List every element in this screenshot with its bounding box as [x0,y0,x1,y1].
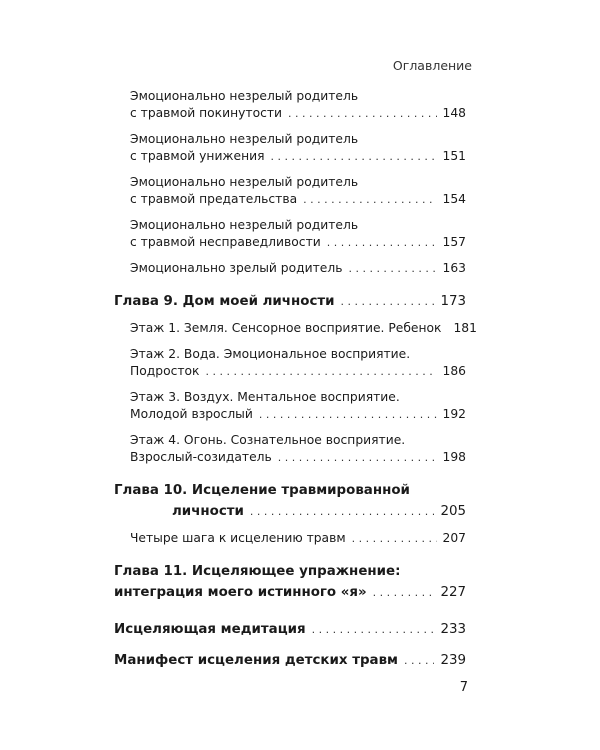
toc-chapter-title-line2: личности [172,504,244,519]
toc-entry-page: 186 [442,364,466,378]
toc-chapter-title: Исцеляющая медитация [114,622,306,637]
toc-entry-humiliation[interactable] [114,131,466,165]
toc-entry-title-line2: Молодой взрослый [130,407,253,421]
toc-entry-page: 148 [442,106,466,120]
toc-healing-manifesto[interactable] [114,650,466,671]
toc-entry-page: 239 [440,653,466,668]
leader-dots [327,234,437,251]
toc-entry-title-line1: Этаж 4. Огонь. Сознательное восприятие. [130,433,406,447]
leader-dots [373,582,435,603]
toc-chapter-title-line1: Глава 11. Исцеляющее упражнение: [114,564,401,579]
toc-entry-page: 198 [442,450,466,464]
toc-entry-floor-3[interactable] [114,389,466,423]
leader-dots [348,260,436,277]
toc-entry-title: Этаж 1. Земля. Сенсорное восприятие. Ребенок [130,321,442,335]
page-number: 7 [459,680,468,695]
toc-entry-title-line2: Взрослый-созидатель [130,450,272,464]
leader-dots [205,363,436,380]
leader-dots [271,148,437,165]
leader-dots [312,619,435,640]
leader-dots [250,501,435,522]
running-head: Оглавление [392,58,472,73]
toc-chapter-title: Глава 9. Дом моей личности [114,294,335,309]
toc-entry-page: 227 [440,585,466,600]
toc-entry-title-line1: Эмоционально незрелый родитель [130,218,359,232]
toc-chapter-11[interactable] [114,561,466,603]
toc-entry-page: 192 [442,407,466,421]
toc-entry-mature-parent[interactable] [114,260,466,277]
leader-dots [259,406,437,423]
toc-chapter-title-line2: интеграция моего истинного «я» [114,585,367,600]
toc-entry-title-line2: с травмой унижения [130,149,265,163]
toc-entry-page: 233 [440,622,466,637]
table-of-contents [114,88,477,679]
toc-entry-page: 207 [442,531,466,545]
toc-entry-floor-4[interactable] [114,432,466,466]
toc-entry-page: 157 [442,235,466,249]
leader-dots [278,449,437,466]
toc-entry-title-line1: Эмоционально незрелый родитель [130,175,359,189]
toc-chapter-10[interactable] [114,480,466,522]
leader-dots [303,191,436,208]
leader-dots [341,291,435,312]
toc-entry-title-line2: Подросток [130,364,200,378]
leader-dots [288,105,436,122]
toc-entry-title-line2: с травмой несправедливости [130,235,321,249]
toc-entry-title-line1: Этаж 2. Вода. Эмоциональное восприятие. [130,347,411,361]
toc-entry-title: Четыре шага к исцелению травм [130,531,346,545]
toc-healing-meditation[interactable] [114,619,466,640]
toc-chapter-title-line1: Глава 10. Исцеление травмированной [114,483,410,498]
toc-entry-title: Эмоционально зрелый родитель [130,261,343,275]
toc-entry-betrayal[interactable] [114,174,466,208]
toc-entry-title-line1: Этаж 3. Воздух. Ментальное восприятие. [130,390,400,404]
toc-entry-page: 151 [442,149,466,163]
leader-dots [404,650,434,671]
toc-entry-four-steps[interactable] [114,530,466,547]
toc-chapter-title: Манифест исцеления детских травм [114,653,399,668]
toc-entry-page: 205 [440,504,466,519]
toc-chapter-9[interactable] [114,291,466,312]
toc-entry-page: 181 [453,321,477,335]
toc-entry-injustice[interactable] [114,217,466,251]
toc-entry-title-line1: Эмоционально незрелый родитель [130,132,359,146]
toc-entry-page: 163 [442,261,466,275]
toc-entry-floor-2[interactable] [114,346,466,380]
toc-entry-page: 173 [440,294,466,309]
leader-dots [352,530,437,547]
toc-entry-title-line2: с травмой покинутости [130,106,283,120]
toc-entry-page: 154 [442,192,466,206]
toc-entry-title-line1: Эмоционально незрелый родитель [130,89,359,103]
toc-entry-floor-1[interactable] [114,320,477,337]
toc-entry-abandonment[interactable] [114,88,466,122]
toc-entry-title-line2: с травмой предательства [130,192,298,206]
